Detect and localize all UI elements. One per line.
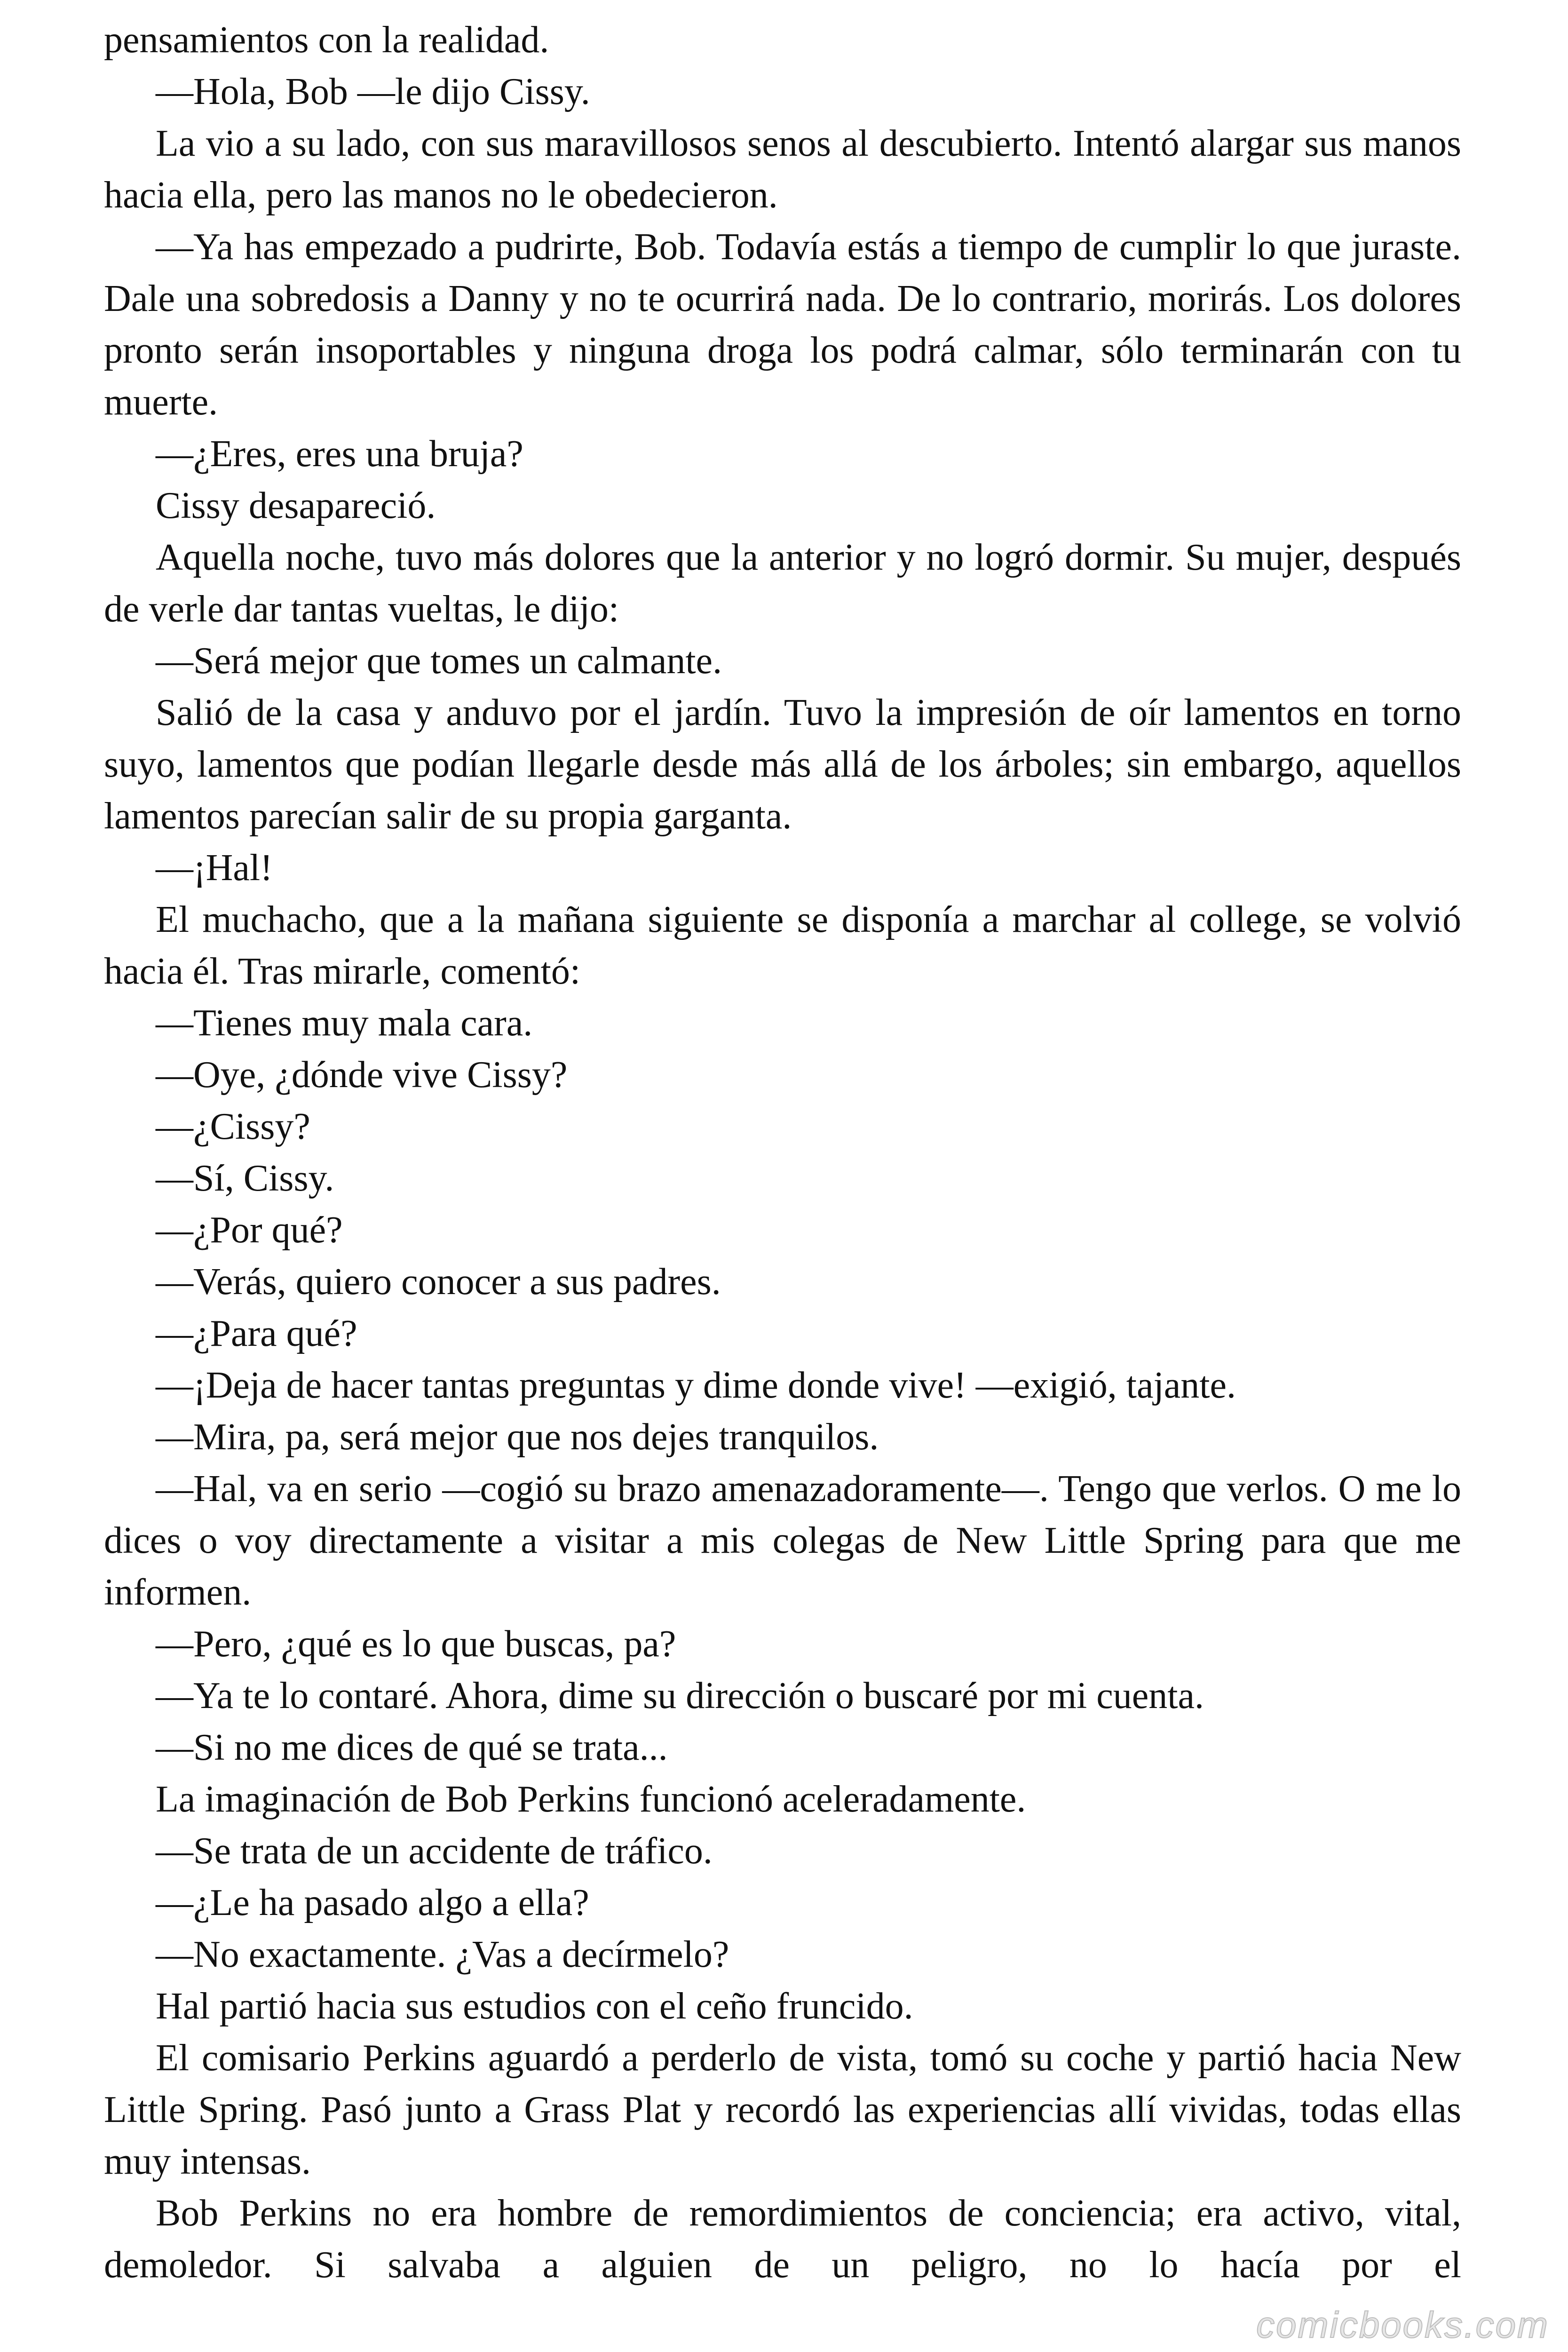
paragraph: —Ya te lo contaré. Ahora, dime su dirección o buscaré por mi cuenta. (156, 1675, 1204, 1716)
paragraph: —¿Para qué? (156, 1313, 357, 1354)
paragraph: El comisario Perkins aguardó a perderlo de vista, tomó su coche y partió hacia New Little Spring. Pasó junto a Grass Plat y recordó las experiencias allí vividas, todas ellas muy intensas. (104, 2037, 1461, 2182)
paragraph: —Tienes muy mala cara. (156, 1002, 533, 1044)
paragraph: —¡Deja de hacer tantas preguntas y dime donde vive! —exigió, tajante. (156, 1365, 1236, 1406)
paragraph: —Sí, Cissy. (156, 1158, 334, 1199)
paragraph: —Pero, ¿qué es lo que buscas, pa? (156, 1623, 676, 1665)
paragraph: —¿Cissy? (156, 1106, 310, 1147)
paragraph: Cissy desapareció. (156, 485, 436, 526)
paragraph: —Mira, pa, será mejor que nos dejes tranquilos. (156, 1416, 879, 1458)
paragraph: Hal partió hacia sus estudios con el ceño fruncido. (156, 1986, 913, 2027)
paragraph: —No exactamente. ¿Vas a decírmelo? (156, 1934, 729, 1975)
paragraph: La vio a su lado, con sus maravillosos senos al descubierto. Intentó alargar sus manos hacia ella, pero las manos no le obedecieron. (104, 123, 1461, 216)
paragraph: —¡Hal! (156, 847, 273, 889)
paragraph: —¿Eres, eres una bruja? (156, 433, 523, 475)
paragraph: —Si no me dices de qué se trata... (156, 1727, 668, 1768)
paragraph: pensamientos con la realidad. (104, 19, 549, 61)
paragraph: —¿Le ha pasado algo a ella? (156, 1882, 589, 1923)
watermark: comicbooks.com (1256, 2304, 1549, 2345)
paragraph: —Oye, ¿dónde vive Cissy? (156, 1054, 568, 1096)
paragraph: Bob Perkins no era hombre de remordimientos de conciencia; era activo, vital, demoledor. Si salvaba a alguien de un peligro, no lo hacía por el (104, 2193, 1461, 2286)
paragraph: Aquella noche, tuvo más dolores que la anterior y no logró dormir. Su mujer, después de verle dar tantas vueltas, le dijo: (104, 537, 1461, 630)
paragraph: —Ya has empezado a pudrirte, Bob. Todavía estás a tiempo de cumplir lo que juraste. Dale una sobredosis a Danny y no te ocurrirá nada. De lo contrario, morirás. Los dolores pronto serán insoportables y ninguna droga los podrá calmar, sólo terminarán con tu muerte. (104, 226, 1461, 423)
paragraph: —Se trata de un accidente de tráfico. (156, 1830, 713, 1872)
paragraph: —Hal, va en serio —cogió su brazo amenazadoramente—. Tengo que verlos. O me lo dices o voy directamente a visitar a mis colegas de New Little Spring para que me informen. (104, 1468, 1461, 1613)
paragraph: —Verás, quiero conocer a sus padres. (156, 1261, 721, 1303)
paragraph: —Hola, Bob —le dijo Cissy. (156, 71, 590, 112)
paragraph: La imaginación de Bob Perkins funcionó aceleradamente. (156, 1779, 1026, 1820)
paragraph: El muchacho, que a la mañana siguiente se disponía a marchar al college, se volvió hacia él. Tras mirarle, comentó: (104, 899, 1461, 992)
paragraph: —Será mejor que tomes un calmante. (156, 640, 722, 682)
body-text (104, 14, 1461, 2291)
paragraph: Salió de la casa y anduvo por el jardín. Tuvo la impresión de oír lamentos en torno suyo, lamentos que podían llegarle desde más allá de los árboles; sin embargo, aquellos lamentos parecían salir de su propia garganta. (104, 692, 1461, 837)
paragraph: —¿Por qué? (156, 1209, 343, 1251)
